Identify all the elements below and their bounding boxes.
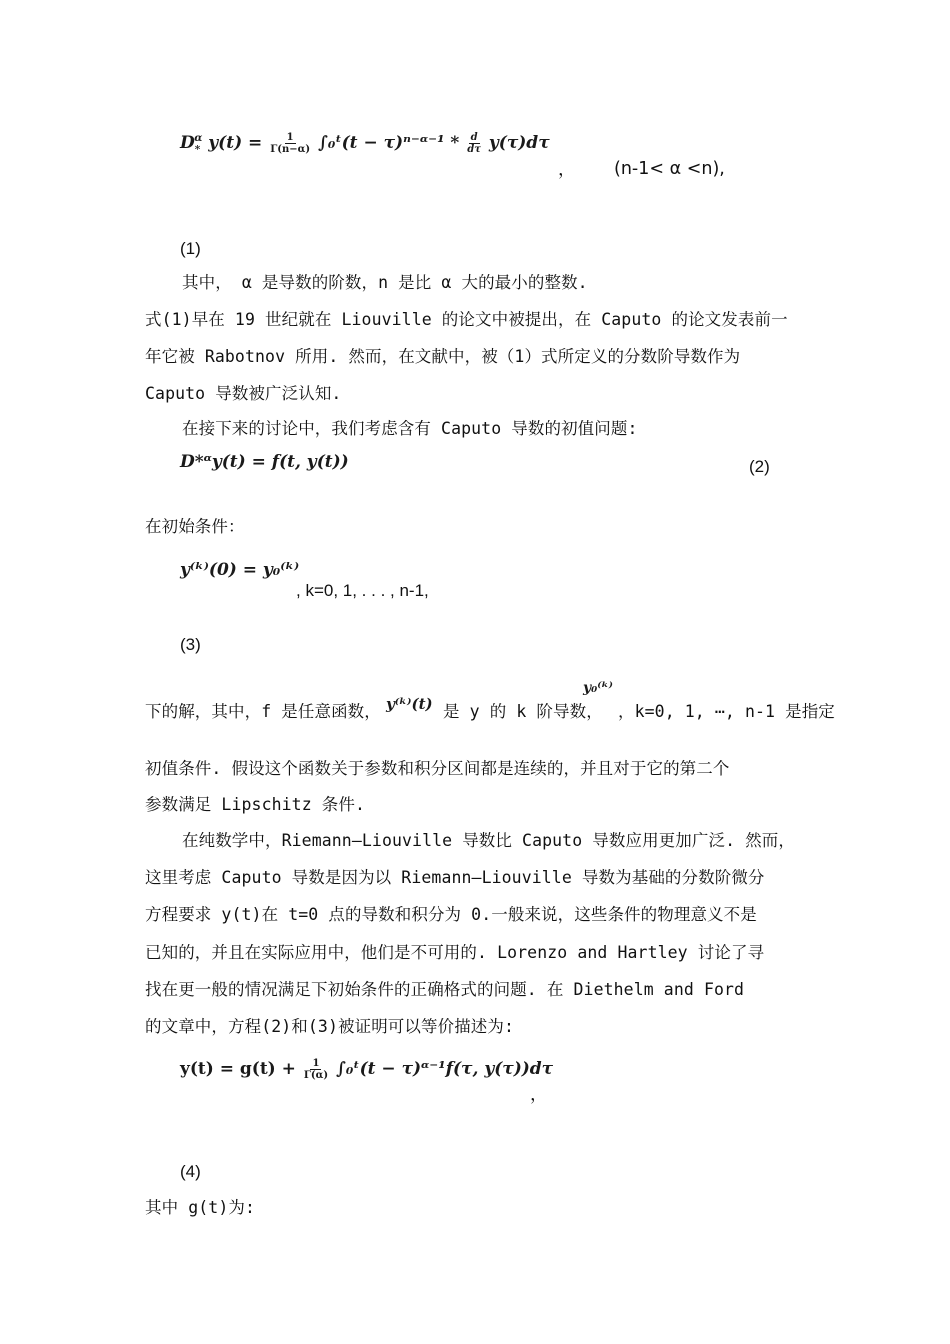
equation-1-derivative: $\frac{d}{d\tau}$ xyxy=(467,132,481,155)
equation-4-comma: ， xyxy=(530,1085,548,1105)
equation-2-label: (2) xyxy=(749,457,770,476)
equation-3-range: , k=0, 1, . . . , n-1, xyxy=(296,581,429,600)
paragraph-7-line-1: 在纯数学中，Riemann–Liouville 导数比 Caputo 导数应用更加广泛. 然而， xyxy=(182,831,795,850)
equation-4-label: (4) xyxy=(180,1162,201,1181)
paragraph-3: 在接下来的讨论中，我们考虑含有 Caputo 导数的初值问题: xyxy=(182,419,638,438)
paragraph-2-line-1: 式(1)早在 19 世纪就在 Liouville 的论文中被提出，在 Caputo 的论文发表前一 xyxy=(145,310,788,329)
equation-3-label: (3) xyxy=(180,635,201,654)
equation-2: D*ᵅy(t) = f(t, y(t)) xyxy=(180,452,349,472)
paragraph-8: 其中 g(t)为: xyxy=(145,1198,256,1217)
paragraph-2-line-3: Caputo 导数被广泛认知. xyxy=(145,384,342,403)
paragraph-7-line-4: 已知的，并且在实际应用中，他们是不可用的. Lorenzo and Hartley 讨论了寻 xyxy=(145,943,765,962)
equation-3: y⁽ᵏ⁾(0) = y₀⁽ᵏ⁾ xyxy=(180,560,300,580)
paragraph-4: 在初始条件： xyxy=(145,517,245,536)
paragraph-7-line-5: 找在更一般的情况满足下初始条件的正确格式的问题. 在 Diethelm and Ford xyxy=(145,980,745,999)
paragraph-7-line-6: 的文章中，方程(2)和(3)被证明可以等价描述为: xyxy=(145,1017,515,1036)
paragraph-5-part-1: 下的解，其中，f 是任意函数， xyxy=(145,702,381,721)
paragraph-5-inline-math-2: y₀⁽ᵏ⁾ xyxy=(583,680,613,696)
paragraph-5-part-2: 是 y 的 k 阶导数， xyxy=(443,702,603,721)
equation-1-fraction: $\frac{1}{\Gamma(n-\alpha)}$ xyxy=(270,132,311,155)
paragraph-7-line-2: 这里考虑 Caputo 导数是因为以 Riemann–Liouville 导数为基础的分数阶微分 xyxy=(145,868,765,887)
paragraph-1: 其中， α 是导数的阶数，n 是比 α 大的最小的整数. xyxy=(182,273,588,292)
paragraph-5-inline-math-1: y⁽ᵏ⁾(t) xyxy=(386,695,433,713)
equation-4-fraction: $\frac{1}{\Gamma(\alpha)}$ xyxy=(303,1058,329,1081)
equation-1-condition: (n-1< α <n), xyxy=(614,159,725,179)
paragraph-5-part-3: ，k=0, 1, ⋯, n-1 是指定 xyxy=(618,702,835,721)
paragraph-6-line-2: 参数满足 Lipschitz 条件. xyxy=(145,795,366,814)
paragraph-6-line-1: 初值条件. 假设这个函数关于参数和积分区间都是连续的，并且对于它的第二个 xyxy=(145,759,730,778)
paragraph-2-line-2: 年它被 Rabotnov 所用. 然而，在文献中，被（1）式所定义的分数阶导数作为 xyxy=(145,347,741,366)
equation-4: y(t) = g(t) + $\frac{1}{\Gamma(\alpha)}$ ∫₀ᵗ(t − τ)ᵅ⁻¹f(τ, y(τ))dτ xyxy=(180,1058,554,1081)
equation-1-label: (1) xyxy=(180,239,201,258)
equation-1-comma: ， xyxy=(558,160,576,180)
paragraph-7-line-3: 方程要求 y(t)在 t=0 点的导数和积分为 0.一般来说，这些条件的物理意义不是 xyxy=(145,905,757,924)
equation-1: $D_*^\alpha$ y(t) = $\frac{1}{\Gamma(n-\alpha)}$ ∫₀ᵗ(t − τ)ⁿ⁻ᵅ⁻¹ * $\frac{d}{d\tau}$ y(τ)dτ xyxy=(180,132,550,156)
